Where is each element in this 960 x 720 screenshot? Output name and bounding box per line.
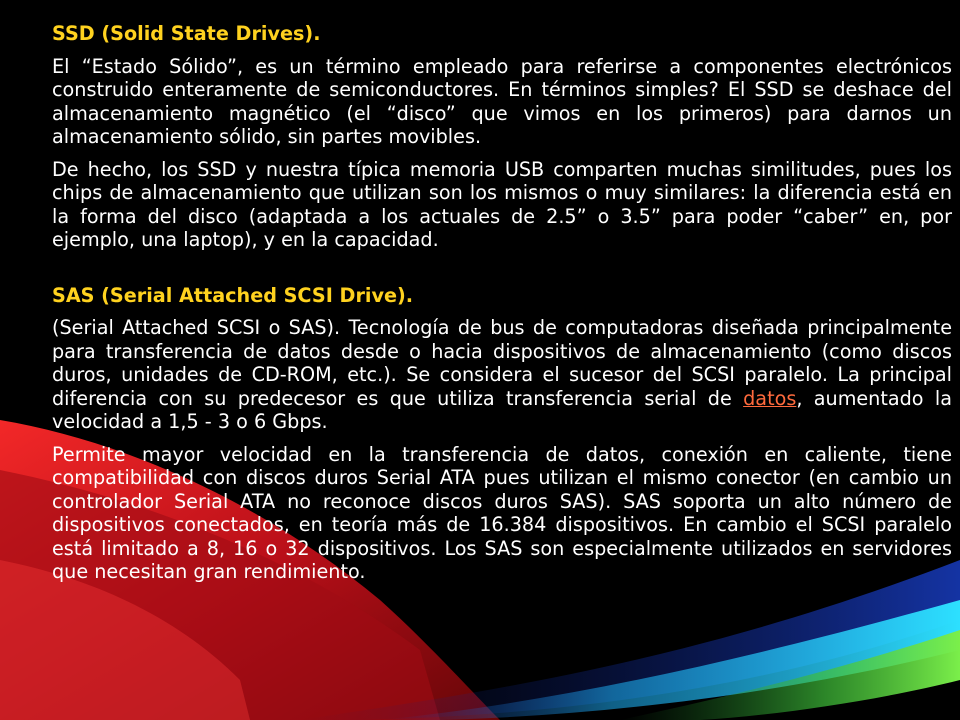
datos-link[interactable]: datos: [743, 386, 797, 410]
sas-paragraph-1: [52, 316, 952, 434]
ssd-heading: SSD (Solid State Drives).: [52, 22, 321, 45]
ssd-paragraph-1: El “Estado Sólido”, es un término empleado para referirse a componentes electrónicos construido enteramente de semiconductores. En términos simples? El SSD se deshace del almacenamiento magnético (el “disco” que vimos en los primeros) para darnos un almacenamiento sólido, sin partes movibles.: [52, 54, 952, 148]
sas-paragraph-1-text: (Serial Attached SCSI o SAS). Tecnología de bus de computadoras diseñada principalmente para transferencia de datos desde o hacia dispositivos de almacenamiento (como discos duros, unidades de CD-ROM, etc.). Se considera el sucesor del SCSI paralelo. La principal diferencia con su predecesor es que utiliza transferencia serial de: [52, 316, 952, 410]
sas-paragraph-1-text-end: , aumentado la velocidad a 1,5 - 3 o 6 Gbps.: [52, 386, 952, 433]
section-spacer: [52, 261, 952, 284]
slide-content: [52, 22, 952, 593]
sas-paragraph-2: Permite mayor velocidad en la transferencia de datos, conexión en caliente, tiene compatibilidad con discos duros Serial ATA pues utilizan el mismo conector (en cambio un controlador Serial ATA no reconoce discos duros SAS). SAS soporta un alto número de dispositivos conectados, en teoría más de 16.384 dispositivos. En cambio el SCSI paralelo está limitado a 8, 16 o 32 dispositivos. Los SAS son especialmente utilizados en servidores que necesitan gran rendimiento.: [52, 442, 952, 583]
sas-heading: SAS (Serial Attached SCSI Drive).: [52, 283, 414, 307]
ssd-paragraph-2: De hecho, los SSD y nuestra típica memoria USB comparten muchas similitudes, pues los chips de almacenamiento que utilizan son los mismos o muy similares: la diferencia está en la forma del disco (adaptada a los actuales de 2.5” o 3.5” para poder “caber” en, por ejemplo, una laptop), y en la capacidad.: [52, 157, 952, 251]
